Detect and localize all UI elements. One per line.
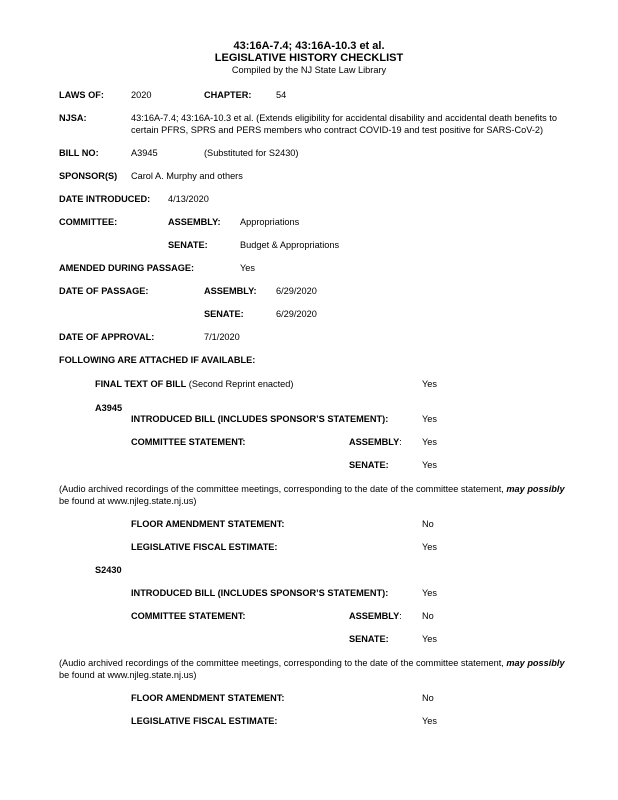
- s2430-floor-value: No: [422, 693, 434, 703]
- final-text-label: FINAL TEXT OF BILL: [95, 379, 187, 389]
- sponsor-label: SPONSOR(S): [59, 171, 118, 181]
- passage-label: DATE OF PASSAGE:: [59, 286, 149, 296]
- s2430-assembly-label: ASSEMBLY: [349, 611, 400, 621]
- a3945-assembly-colon: :: [399, 437, 402, 447]
- njsa-line-2: certain PFRS, SPRS and PERS members who contract COVID-19 and test positive for SARS-CoV-2): [131, 125, 544, 135]
- s2430-audio-text: (Audio archived recordings of the committee meetings, corresponding to the date of the committee statement,: [59, 658, 504, 668]
- bill-no-value: A3945: [131, 148, 158, 158]
- date-introduced-label: DATE INTRODUCED:: [59, 194, 151, 204]
- date-introduced-value: 4/13/2020: [168, 194, 209, 204]
- a3945-fiscal-value: Yes: [422, 542, 437, 552]
- a3945-senate-label: SENATE:: [349, 460, 389, 470]
- approval-label: DATE OF APPROVAL:: [59, 332, 155, 342]
- sponsor-value: Carol A. Murphy and others: [131, 171, 243, 181]
- a3945-introduced-value: Yes: [422, 414, 437, 424]
- s2430-audio-emphasis: may possibly: [506, 658, 565, 668]
- s2430-audio-line-2: be found at www.njleg.state.nj.us): [59, 670, 197, 680]
- s2430-assembly-colon: :: [399, 611, 402, 621]
- passage-senate-label: SENATE:: [204, 309, 244, 319]
- document-title: LEGISLATIVE HISTORY CHECKLIST: [214, 52, 404, 64]
- committee-senate-label: SENATE:: [168, 240, 208, 250]
- a3945-floor-label: FLOOR AMENDMENT STATEMENT:: [131, 519, 285, 529]
- a3945-audio-text: (Audio archived recordings of the committee meetings, corresponding to the date of the committee statement,: [59, 484, 504, 494]
- s2430-senate-value: Yes: [422, 634, 437, 644]
- final-text-row: [95, 378, 293, 390]
- a3945-floor-value: No: [422, 519, 434, 529]
- final-text-note: (Second Reprint enacted): [188, 379, 294, 389]
- chapter-value: 54: [276, 90, 287, 100]
- s2430-senate-label: SENATE:: [349, 634, 389, 644]
- s2430-audio-line-1: [59, 657, 565, 669]
- a3945-fiscal-label: LEGISLATIVE FISCAL ESTIMATE:: [131, 542, 278, 552]
- bill-no-label: BILL NO:: [59, 148, 99, 158]
- a3945-audio-line-2: be found at www.njleg.state.nj.us): [59, 496, 197, 506]
- s2430-assembly-row: [349, 610, 402, 622]
- a3945-assembly-row: [349, 436, 402, 448]
- passage-senate-value: 6/29/2020: [276, 309, 317, 319]
- a3945-audio-emphasis: may possibly: [506, 484, 565, 494]
- attached-heading: FOLLOWING ARE ATTACHED IF AVAILABLE:: [59, 355, 256, 365]
- a3945-introduced-label: INTRODUCED BILL (INCLUDES SPONSOR’S STATEMENT):: [131, 414, 389, 424]
- committee-label: COMMITTEE:: [59, 217, 118, 227]
- njsa-line-1: 43:16A-7.4; 43:16A-10.3 et al. (Extends eligibility for accidental disability and accidental death benefits to: [131, 113, 557, 123]
- s2430-introduced-value: Yes: [422, 588, 437, 598]
- passage-assembly-value: 6/29/2020: [276, 286, 317, 296]
- a3945-heading: A3945: [95, 403, 123, 413]
- a3945-committee-label: COMMITTEE STATEMENT:: [131, 437, 246, 447]
- document-citation: 43:16A-7.4; 43:16A-10.3 et al.: [233, 40, 385, 52]
- a3945-assembly-value: Yes: [422, 437, 437, 447]
- amended-value: Yes: [240, 263, 255, 273]
- laws-of-value: 2020: [131, 90, 152, 100]
- s2430-fiscal-value: Yes: [422, 716, 437, 726]
- s2430-fiscal-label: LEGISLATIVE FISCAL ESTIMATE:: [131, 716, 278, 726]
- s2430-heading: S2430: [95, 565, 122, 575]
- committee-assembly-value: Appropriations: [240, 217, 300, 227]
- laws-of-label: LAWS OF:: [59, 90, 104, 100]
- njsa-label: NJSA:: [59, 113, 87, 123]
- a3945-senate-value: Yes: [422, 460, 437, 470]
- a3945-audio-line-1: [59, 483, 565, 495]
- compiled-by: Compiled by the NJ State Law Library: [231, 65, 387, 75]
- s2430-floor-label: FLOOR AMENDMENT STATEMENT:: [131, 693, 285, 703]
- s2430-committee-label: COMMITTEE STATEMENT:: [131, 611, 246, 621]
- final-text-value: Yes: [422, 379, 437, 389]
- bill-no-note: (Substituted for S2430): [204, 148, 299, 158]
- s2430-introduced-label: INTRODUCED BILL (INCLUDES SPONSOR’S STATEMENT):: [131, 588, 389, 598]
- amended-label: AMENDED DURING PASSAGE:: [59, 263, 195, 273]
- approval-value: 7/1/2020: [204, 332, 240, 342]
- s2430-assembly-value: No: [422, 611, 434, 621]
- passage-assembly-label: ASSEMBLY:: [204, 286, 257, 296]
- committee-senate-value: Budget & Appropriations: [240, 240, 340, 250]
- committee-assembly-label: ASSEMBLY:: [168, 217, 221, 227]
- a3945-assembly-label: ASSEMBLY: [349, 437, 400, 447]
- chapter-label: CHAPTER:: [204, 90, 252, 100]
